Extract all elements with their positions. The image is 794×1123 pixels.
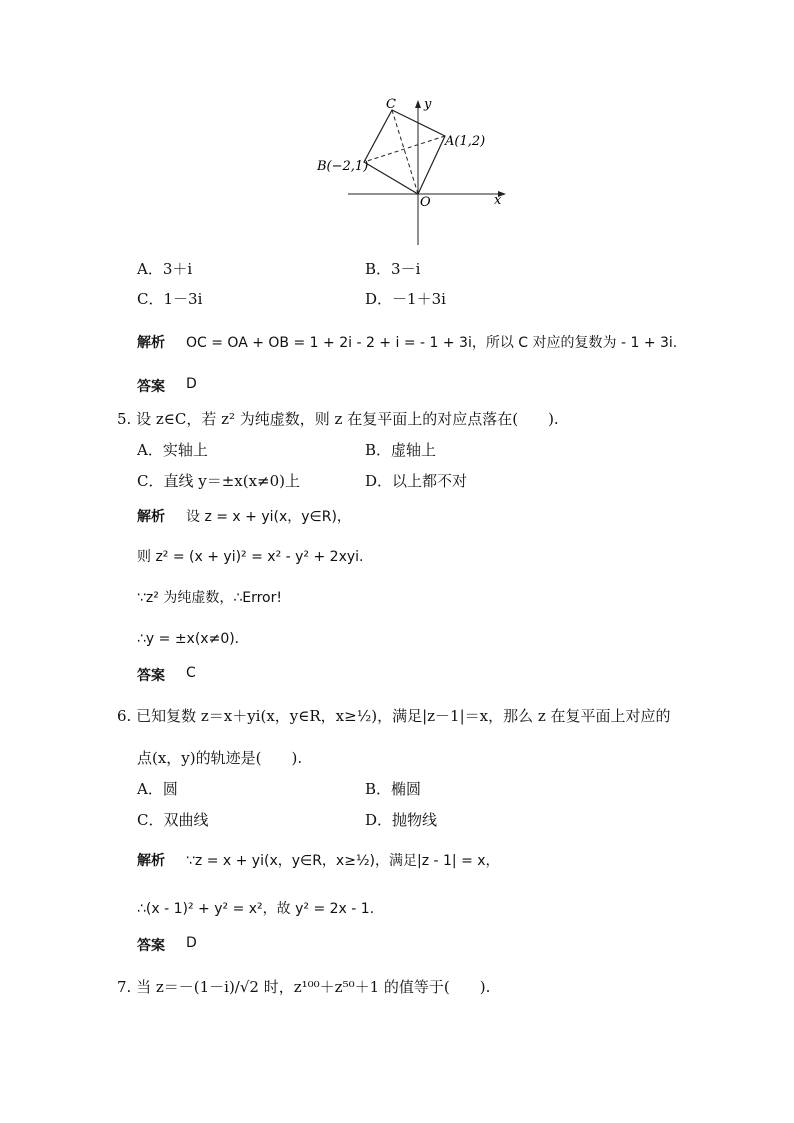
- label-B: B(−2,1): [317, 159, 369, 174]
- q4-option-a: A．3＋i: [137, 260, 193, 278]
- q4-option-d: D．－1＋3i: [365, 290, 446, 308]
- q6-analysis-line-1: ∵z = x + yi(x，y∈R，x≥½)，满足|z - 1| = x，: [186, 853, 500, 869]
- q5-analysis-line-2: 则 z² = (x + yi)² = x² - y² + 2xyi.: [137, 549, 364, 565]
- q4-answer: D: [186, 376, 197, 392]
- q6-answer-label: 答案: [137, 938, 165, 954]
- complex-plane-figure: [300, 90, 520, 250]
- q5-analysis-line-3: ∵z² 为纯虚数，∴Error!: [137, 590, 282, 606]
- q5-option-b: B．虚轴上: [365, 441, 437, 459]
- label-x: x: [494, 193, 502, 208]
- y-axis-arrow: [415, 100, 421, 108]
- q6-option-b: B．椭圆: [365, 780, 422, 798]
- q5-answer: C: [186, 665, 196, 681]
- label-y: y: [424, 97, 432, 112]
- q5-option-a: A．实轴上: [137, 441, 208, 459]
- q5-analysis-label: 解析: [137, 509, 165, 525]
- q5-answer-label: 答案: [137, 668, 165, 684]
- q6-stem: 6. 已知复数 z＝x＋yi(x，y∈R，x≥½)，满足|z－1|＝x，那么 z 在复平面上对应的: [117, 707, 671, 725]
- q7-stem: 7. 当 z＝－(1－i)/√2 时，z¹⁰⁰＋z⁵⁰＋1 的值等于( ).: [117, 978, 491, 996]
- q5-analysis-line-4: ∴y = ±x(x≠0)．: [137, 631, 249, 647]
- q5-stem: 5. 设 z∈C，若 z² 为纯虚数，则 z 在复平面上的对应点落在( ).: [117, 410, 559, 428]
- q6-option-a: A．圆: [137, 780, 178, 798]
- q4-option-c: C．1－3i: [137, 290, 203, 308]
- label-O: O: [420, 195, 431, 210]
- label-C: C: [386, 97, 396, 112]
- q6-option-c: C．双曲线: [137, 811, 209, 829]
- q4-analysis-text: OC = OA + OB = 1 + 2i - 2 + i = - 1 + 3i，所以 C 对应的复数为 - 1 + 3i.: [186, 335, 678, 351]
- q6-answer: D: [186, 935, 197, 951]
- label-A: A(1,2): [445, 134, 486, 149]
- q6-analysis-label: 解析: [137, 853, 165, 869]
- q6-analysis-line-2: ∴(x - 1)² + y² = x²，故 y² = 2x - 1.: [137, 901, 375, 917]
- q6-option-d: D．抛物线: [365, 811, 438, 829]
- q4-answer-label: 答案: [137, 379, 165, 395]
- q4-analysis-label: 解析: [137, 335, 165, 351]
- q5-option-c: C．直线 y＝±x(x≠0)上: [137, 472, 301, 490]
- q5-analysis-line-1: 设 z = x + yi(x，y∈R)，: [186, 509, 351, 525]
- q6-stem-2: 点(x，y)的轨迹是( ).: [137, 749, 303, 767]
- q5-option-d: D．以上都不对: [365, 472, 468, 490]
- q4-option-b: B．3－i: [365, 260, 421, 278]
